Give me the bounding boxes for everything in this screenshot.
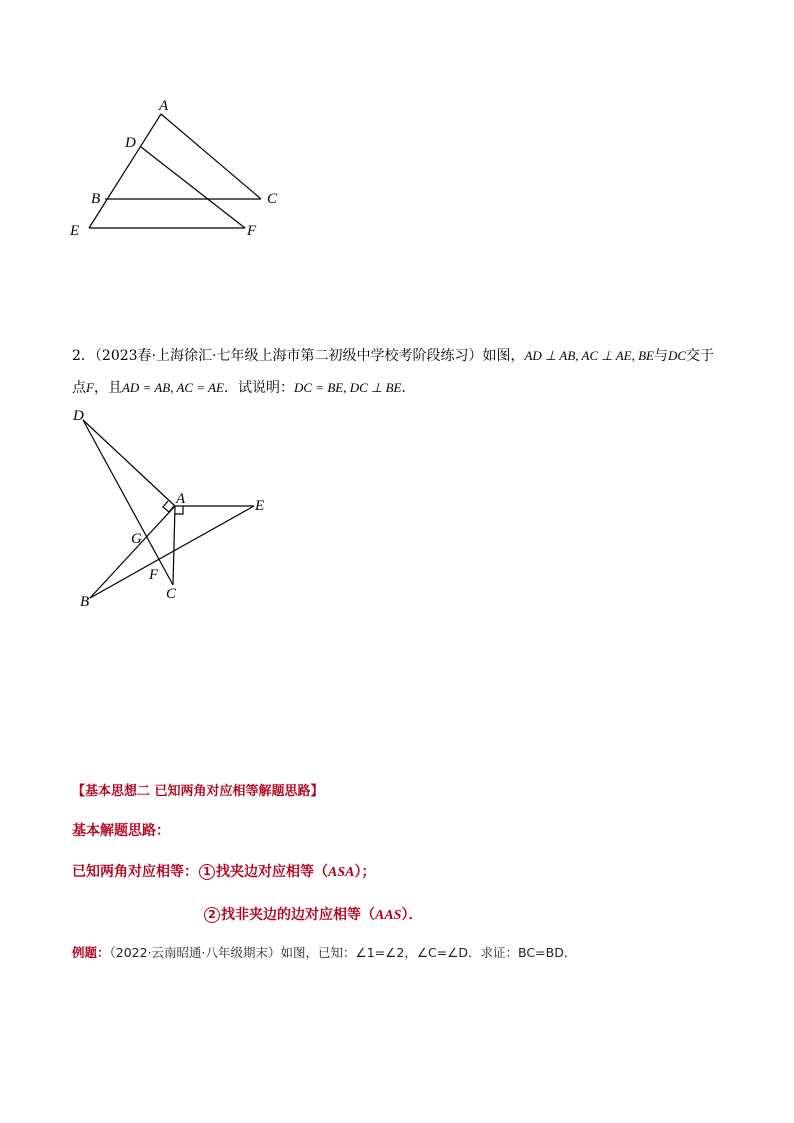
circle-number-2: 2 (204, 907, 220, 923)
basic-approach-label: 基本解题思路： (72, 823, 170, 839)
example-line (72, 943, 576, 961)
known-label: 已知两角对应相等： (72, 864, 198, 880)
period: ． (401, 380, 416, 396)
word-with: 与 (653, 348, 668, 364)
example-label: 例题： (72, 945, 110, 960)
example-text: （2022·云南昭通·八年级期末）如图，已知：∠1=∠2，∠C=∠D．求证：BC=BD． (109, 945, 577, 960)
prove-prefix: ．试说明： (224, 380, 294, 396)
rule2-end: ）． (401, 907, 423, 923)
label-C: C (166, 586, 177, 602)
problem-source: （2023春·上海徐汇·七年级上海市第二初级中学校考阶段练习） (94, 348, 483, 364)
rule-line-2 (203, 904, 422, 924)
problem-2-line-2 (72, 378, 415, 398)
label-D: D (125, 135, 136, 151)
label-D: D (73, 408, 84, 424)
figure-1-triangle-diagram (60, 95, 300, 245)
condition-perpendicular: AD ⊥ AB, AC ⊥ AE, BE (524, 348, 654, 363)
line-AC (161, 114, 261, 199)
figure-2-triangle-diagram (60, 400, 280, 615)
label-F: F (247, 223, 257, 239)
rule1-abbr: ASA (328, 865, 355, 880)
label-F: F (149, 567, 159, 583)
line-AC (173, 506, 175, 585)
rule2-abbr: AAS (375, 908, 402, 923)
point-f: F (86, 380, 94, 395)
circle-number-1: 1 (199, 864, 215, 880)
word-intersect: 交于 (686, 348, 715, 364)
word-and: ，且 (93, 380, 122, 396)
problem-intro: 如图， (482, 348, 525, 364)
label-E: E (70, 223, 80, 239)
right-angle-mark-DAB (163, 501, 174, 512)
line-AE (89, 114, 161, 228)
section-title: 【基本思想二 已知两角对应相等解题思路】 (72, 784, 324, 799)
word-point: 点 (72, 380, 86, 396)
label-A: A (176, 491, 186, 507)
rule1-end: ）； (354, 864, 376, 880)
line-AB (90, 506, 175, 598)
label-E: E (255, 498, 265, 514)
problem-2-line-1 (72, 346, 714, 366)
line-DF (141, 147, 245, 228)
label-B: B (91, 191, 101, 207)
label-A: A (159, 98, 169, 114)
label-C: C (267, 191, 278, 207)
problem-number: 2． (72, 348, 95, 364)
rule1-text: 找夹边对应相等（ (216, 864, 328, 880)
line-DA (83, 420, 175, 506)
line-DC (83, 420, 173, 585)
conclusion: DC = BE, DC ⊥ BE (294, 380, 402, 395)
segment-dc: DC (667, 348, 687, 363)
right-angle-mark-CAE (175, 506, 183, 514)
label-B: B (80, 594, 90, 610)
rule-line-1 (72, 861, 375, 881)
condition-equal: AD = AB, AC = AE (121, 380, 224, 395)
label-G: G (131, 531, 142, 547)
rule2-text: 找非夹边的边对应相等（ (221, 907, 375, 923)
